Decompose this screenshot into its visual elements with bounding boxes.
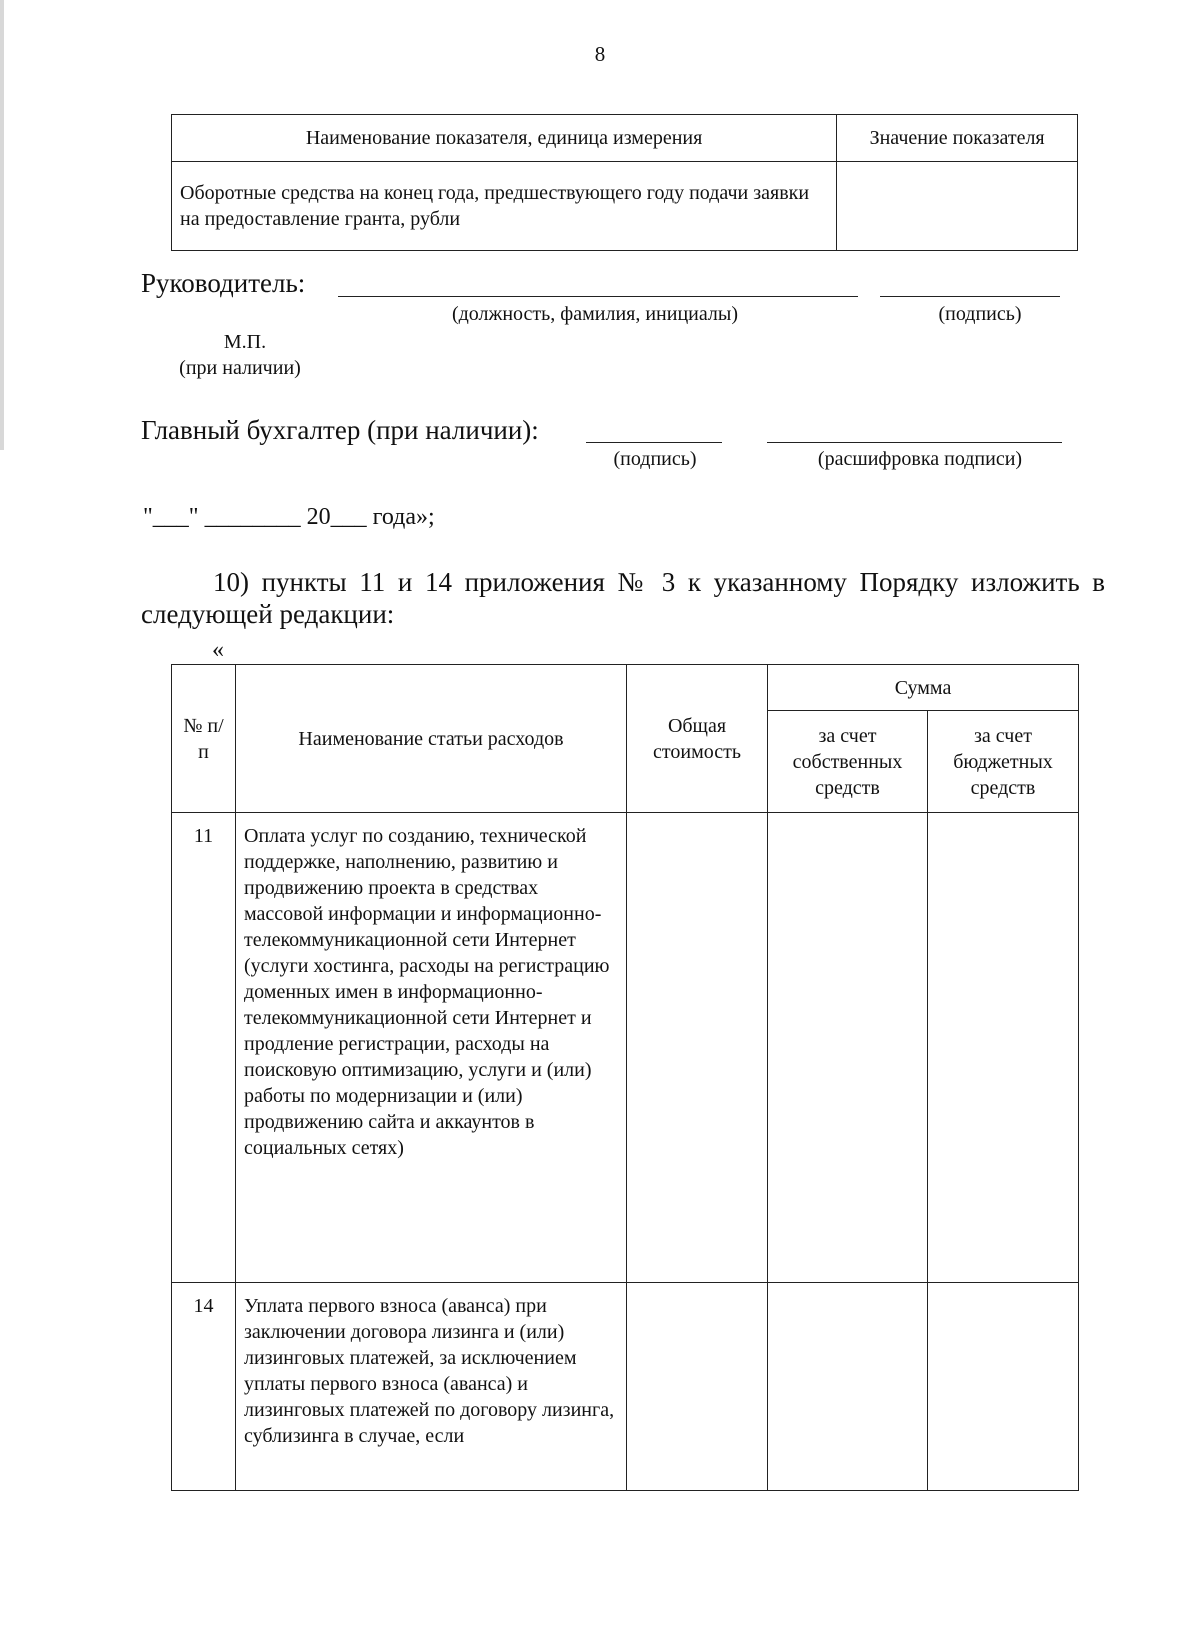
table-row xyxy=(172,1283,1079,1491)
row-budget xyxy=(928,1283,1079,1491)
stamp-label: М.П. xyxy=(223,331,267,353)
row-own xyxy=(768,1283,928,1491)
accountant-caption-decode: (расшифровка подписи) xyxy=(817,448,1023,470)
accountant-label: Главный бухгалтер (при наличии): xyxy=(141,415,539,445)
head-label: Руководитель: xyxy=(141,268,306,298)
col-num-header: № п/п xyxy=(172,665,236,813)
table-row xyxy=(172,813,1079,1283)
col-budget-header: за счет бюджетных средств xyxy=(928,711,1079,813)
accountant-signature-line xyxy=(586,442,722,443)
expense-table xyxy=(171,664,1079,1491)
indicator-table xyxy=(171,114,1078,251)
scan-edge xyxy=(0,0,4,450)
quote-mark: « xyxy=(212,637,224,663)
page-number: 8 xyxy=(594,42,606,66)
expense-header-row-1 xyxy=(172,665,1079,711)
row-name: Уплата первого взноса (аванса) при заключении договора лизинга и (или) лизинговых платежей, за исключением уплаты первого взноса (аванса) и лизинговых платежей по договору лизинга, сублизинга в случае, если xyxy=(236,1283,627,1491)
indicator-table-header xyxy=(172,115,1078,162)
head-position-line xyxy=(338,296,858,297)
head-caption-position: (должность, фамилия, инициалы) xyxy=(451,303,739,325)
indicator-row-name: Оборотные средства на конец года, предшествующего году подачи заявки на предоставление гранта, рубли xyxy=(172,162,837,251)
row-total xyxy=(627,1283,768,1491)
head-caption-sign: (подпись) xyxy=(938,303,1022,325)
row-num: 14 xyxy=(172,1283,236,1491)
head-signature-line xyxy=(880,296,1060,297)
row-own xyxy=(768,813,928,1283)
row-budget xyxy=(928,813,1079,1283)
indicator-row-value xyxy=(837,162,1078,251)
indicator-header-name: Наименование показателя, единица измерения xyxy=(172,115,837,162)
amendment-paragraph: 10) пункты 11 и 14 приложения № 3 к указанному Порядку изложить в следующей редакции: xyxy=(141,567,1105,629)
accountant-caption-sign: (подпись) xyxy=(613,448,697,470)
row-name: Оплата услуг по созданию, технической поддержке, наполнению, развитию и продвижению проекта в средствах массовой информации и информационно-телекоммуникационной сети Интернет (услуги хостинга, расходы на регистрацию доменных имен в информационно-телекоммуникационной сети Интернет и продление регистрации, расходы на поисковую оптимизацию, услуги и (или) работы по модернизации и (или) продвижению сайта и аккаунтов в социальных сетях) xyxy=(236,813,627,1283)
stamp-note: (при наличии) xyxy=(179,357,301,379)
row-num: 11 xyxy=(172,813,236,1283)
col-total-header: Общая стоимость xyxy=(627,665,768,813)
indicator-header-value: Значение показателя xyxy=(837,115,1078,162)
col-sum-header: Сумма xyxy=(768,665,1079,711)
col-name-header: Наименование статьи расходов xyxy=(236,665,627,813)
date-line: "___" ________ 20___ года»; xyxy=(143,504,435,530)
col-own-header: за счет собственных средств xyxy=(768,711,928,813)
table-row xyxy=(172,162,1078,251)
row-total xyxy=(627,813,768,1283)
accountant-decode-line xyxy=(767,442,1062,443)
